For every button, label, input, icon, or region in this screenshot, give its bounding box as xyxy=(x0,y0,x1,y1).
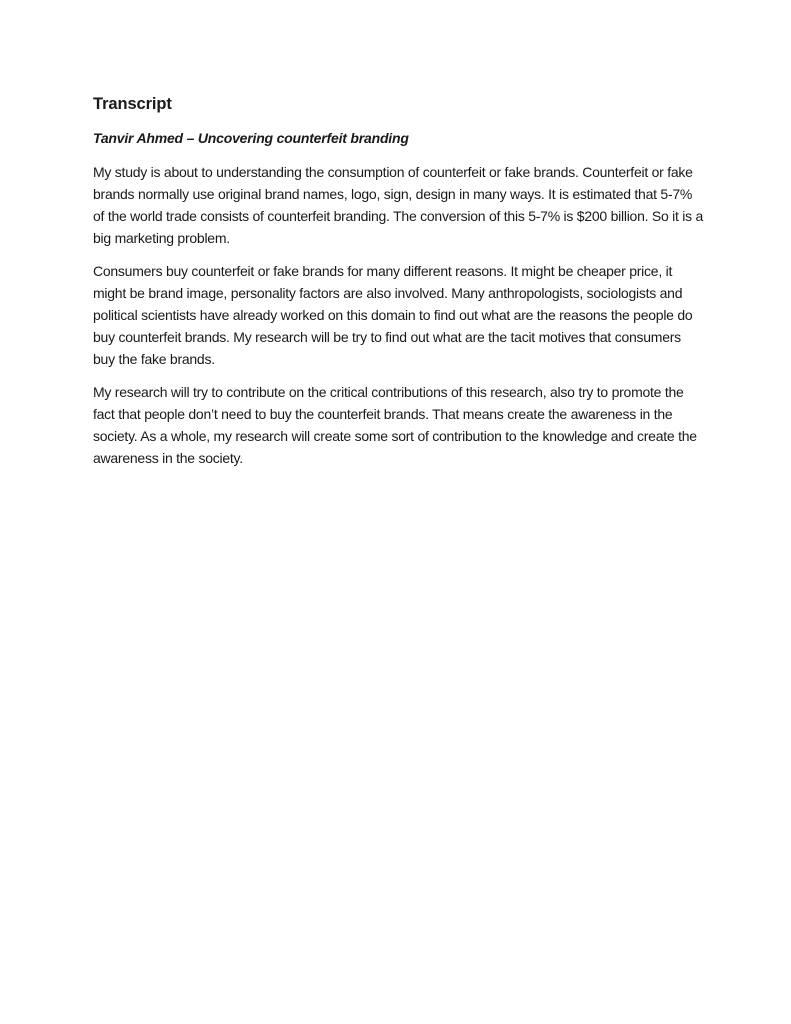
document-subtitle: Tanvir Ahmed – Uncovering counterfeit branding xyxy=(93,130,409,146)
document-title: Transcript xyxy=(93,95,172,113)
paragraph-3: My research will try to contribute on the critical contributions of this research, also try to promote the fact that people don’t need to buy the counterfeit brands. That means create the awareness in the society. As a whole, my research will create some sort of contribution to the knowledge and create the awareness in the society. xyxy=(93,384,697,466)
paragraph-1: My study is about to understanding the consumption of counterfeit or fake brands. Counterfeit or fake brands normally use original brand names, logo, sign, design in many ways. It is estimated that 5-7% of the world trade consists of counterfeit branding. The conversion of this 5-7% is $200 billion. So it is a big marketing problem. xyxy=(93,164,704,246)
document-body xyxy=(93,93,705,480)
paragraph-2: Consumers buy counterfeit or fake brands for many different reasons. It might be cheaper price, it might be brand image, personality factors are also involved. Many anthropologists, sociologists and political scientists have already worked on this domain to find out what are the reasons the people do buy counterfeit brands. My research will be try to find out what are the tacit motives that consumers buy the fake brands. xyxy=(93,263,693,367)
